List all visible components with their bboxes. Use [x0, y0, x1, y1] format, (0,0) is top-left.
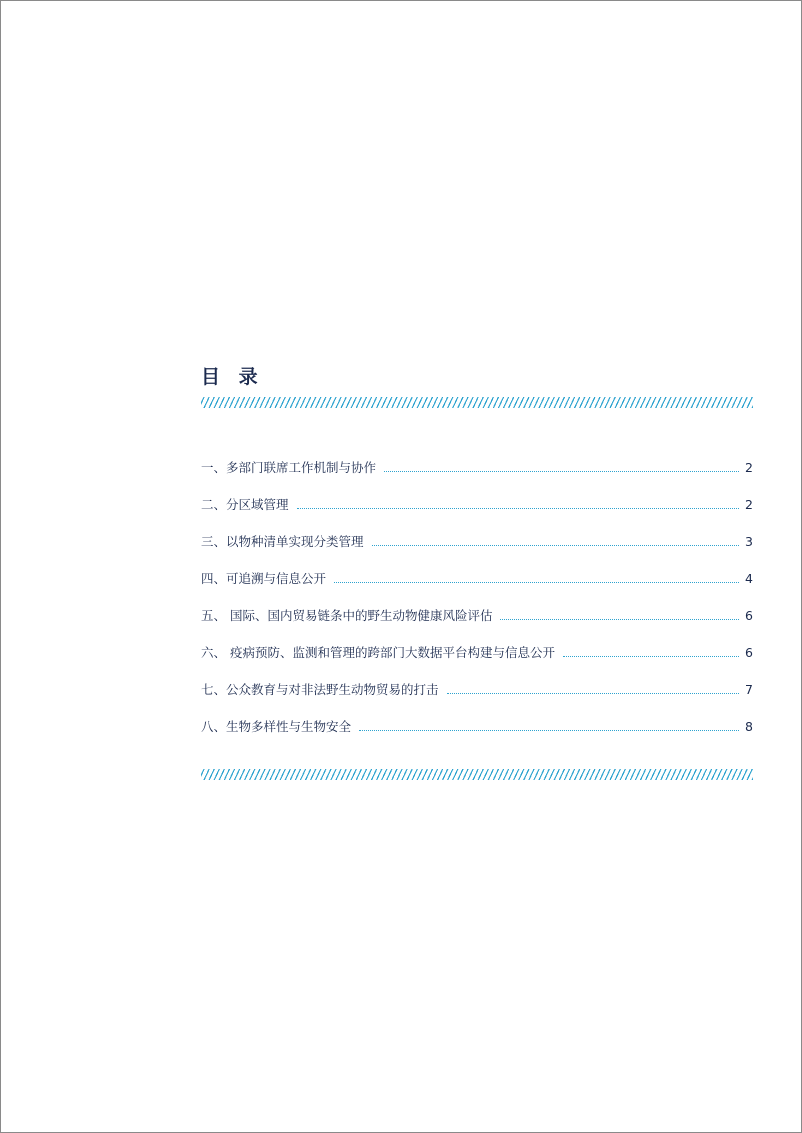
dotted-leader	[563, 656, 739, 657]
dotted-leader	[447, 693, 739, 694]
toc-entry-label: 七、公众教育与对非法野生动物贸易的打击	[201, 682, 439, 697]
toc-entry-page: 7	[745, 682, 753, 697]
toc-entry[interactable]	[201, 512, 753, 549]
toc-entry-label: 四、可追溯与信息公开	[201, 571, 327, 586]
hatch-divider-top	[201, 397, 753, 408]
toc-entry[interactable]	[201, 660, 753, 697]
toc-entry[interactable]	[201, 438, 753, 475]
toc-title: 目 录	[201, 366, 264, 388]
toc-entry-page: 8	[745, 719, 753, 734]
toc-entry-page: 4	[745, 571, 753, 586]
toc-entry[interactable]	[201, 697, 753, 734]
toc-entry-page: 2	[745, 460, 753, 475]
toc-entry-label: 二、分区域管理	[201, 497, 289, 512]
toc-entry-page: 6	[745, 645, 753, 660]
toc-entry-page: 6	[745, 608, 753, 623]
toc-entry[interactable]	[201, 549, 753, 586]
toc-entries	[201, 438, 753, 734]
dotted-leader	[384, 471, 739, 472]
toc-entry-label: 六、 疫病预防、监测和管理的跨部门大数据平台构建与信息公开	[201, 645, 555, 660]
toc-entry-label: 八、生物多样性与生物安全	[201, 719, 352, 734]
toc-entry-page: 3	[745, 534, 753, 549]
dotted-leader	[297, 508, 739, 509]
table-of-contents	[201, 364, 753, 780]
toc-entry-label: 一、多部门联席工作机制与协作	[201, 460, 377, 475]
toc-entry[interactable]	[201, 475, 753, 512]
dotted-leader	[500, 619, 739, 620]
toc-entry[interactable]	[201, 623, 753, 660]
dotted-leader	[359, 730, 739, 731]
toc-entry-label: 三、以物种清单实现分类管理	[201, 534, 364, 549]
toc-entry-page: 2	[745, 497, 753, 512]
hatch-divider-bottom	[201, 769, 753, 780]
toc-entry-label: 五、 国际、国内贸易链条中的野生动物健康风险评估	[201, 608, 493, 623]
dotted-leader	[372, 545, 739, 546]
dotted-leader	[334, 582, 739, 583]
toc-entry[interactable]	[201, 586, 753, 623]
